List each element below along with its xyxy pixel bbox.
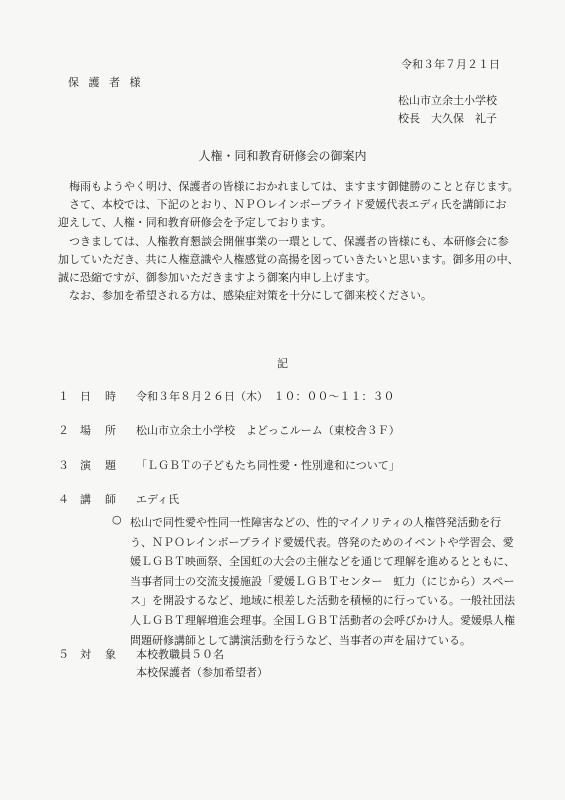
bullet-circle: ○	[112, 513, 122, 526]
ki-heading: 記	[277, 357, 288, 370]
description-line: 松山で同性愛や性同一性障害などの、性的マイノリティの人権啓発活動を行	[130, 516, 502, 529]
item-number: ３	[58, 459, 69, 472]
item-value: 本校教職員５０名	[136, 648, 224, 661]
item-value: 「ＬＧＢＴの子どもたち同性愛・性別違和について」	[136, 459, 400, 472]
body-line: 加していただき、共に人権意識や人権感覚の高揚を図っていきたいと思います。御多用の中、	[58, 252, 519, 266]
lecturer-description	[130, 513, 530, 650]
body-line: 迎えして、人権・同和教育研修会を予定しております。	[58, 216, 332, 230]
item-value: 松山市立余土小学校 よどっこルーム（東校舎３Ｆ）	[136, 424, 400, 437]
principal-name: 校長 大久保 礼子	[398, 112, 497, 125]
addressee: 保 護 者 様	[68, 76, 144, 89]
document-title: 人権・同和教育研修会の御案内	[198, 149, 367, 163]
item-label: 場所	[80, 424, 130, 437]
school-name: 松山市立余土小学校	[398, 94, 497, 107]
audience-extra: 本校保護者（参加希望者）	[136, 666, 268, 679]
item-label: 日時	[80, 390, 130, 403]
description-line: 媛ＬＧＢＴ映画祭、全国虹の大会の主催などを通じて理解を進めるとともに、	[130, 555, 515, 569]
item-label: 対象	[80, 648, 130, 661]
description-line: 当事者同士の交流支援施設「愛媛ＬＧＢＴセンター 虹力（にじから）スペー	[130, 574, 515, 588]
description-line: 人ＬＧＢＴ理解増進会理事。全国ＬＧＢＴ活動者の会呼びかけ人。愛媛県人権	[130, 613, 515, 627]
description-line: ス」を開設するなど、地域に根差した活動を積極的に行っている。一般社団法	[130, 594, 515, 608]
item-number: ４	[58, 493, 69, 506]
body-text	[58, 178, 528, 305]
body-line: なお、参加を希望される方は、感染症対策を十分にして御来校ください。	[69, 289, 432, 303]
item-number: １	[58, 390, 69, 403]
item-value: 令和３年８月２６日（木） １０：００～１１：３０	[136, 390, 395, 403]
issue-date: 令和３年７月２１日	[401, 58, 500, 71]
description-line: う、ＮＰＯレインボープライド愛媛代表。啓発のためのイベントや学習会、愛	[130, 535, 514, 549]
item-label: 講師	[80, 493, 130, 506]
body-line: つきましては、人権教育懇談会開催事業の一環として、保護者の皆様にも、本研修会に参	[69, 234, 509, 248]
item-number: ２	[58, 424, 69, 437]
description-line: 問題研修講師として講演活動を行うなど、当事者の声を届けている。	[130, 633, 471, 647]
body-line: 梅雨もようやく明け、保護者の皆様におかれましては、ますます御健勝のことと存じます。	[69, 180, 519, 193]
body-line: 誠に恐縮ですが、御参加いただきますよう御案内申し上げます。	[58, 271, 377, 285]
item-value: エディ氏	[136, 493, 180, 506]
body-line: さて、本校では、下記のとおり、ＮＰＯレインボープライド愛媛代表エディ氏を講師にお	[69, 198, 507, 212]
item-label: 演題	[80, 459, 130, 472]
item-number: ５	[58, 648, 69, 661]
